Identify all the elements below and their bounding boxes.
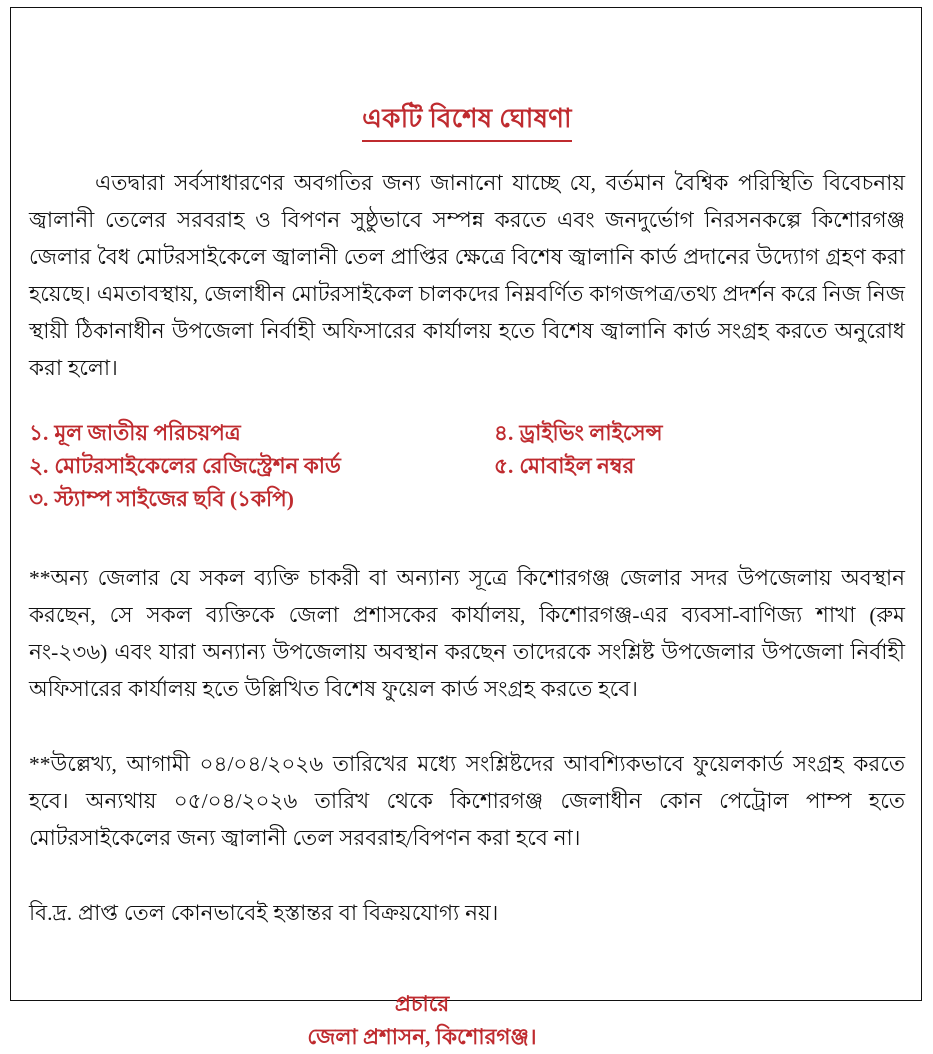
- list-item-label: মূল জাতীয় পরিচয়পত্র: [54, 420, 241, 445]
- list-item-number: ৫.: [494, 453, 514, 478]
- requirements-left-column: [29, 417, 484, 516]
- list-item-label: ড্রাইভিং লাইসেন্স: [519, 420, 663, 445]
- requirements-list: [29, 417, 905, 516]
- deadline-paragraph: **উল্লেখ্য, আগামী ০৪/০৪/২০২৬ তারিখের মধ্যে সংশ্লিষ্টদের আবশ্যিকভাবে ফুয়েলকার্ড সংগ্রহ করতে হবে। অন্যথায় ০৫/০৪/২০২৬ তারিখ থেকে কিশোরগঞ্জ জেলাধীন কোন পেট্রোল পাম্প হতে মোটরসাইকেলের জন্য জ্বালানী তেল সরবরাহ/বিপণন করা হবে না।: [29, 751, 905, 850]
- signature-line-2: জেলা প্রশাসন, কিশোরগঞ্জ।: [307, 1024, 537, 1049]
- requirements-right-column: [484, 417, 874, 483]
- lead-paragraph: এতদ্বারা সর্বসাধারণের অবগতির জন্য জানানো যাচ্ছে যে, বর্তমান বৈশ্বিক পরিস্থিতি বিবেচনায় জ্বালানী তেলের সরবরাহ ও বিপণন সুষ্ঠুভাবে সম্পন্ন করতে এবং জনদুর্ভোগ নিরসনকল্পে কিশোরগঞ্জ জেলার বৈধ মোটরসাইকেলে জ্বালানী তেল প্রাপ্তির ক্ষেত্রে বিশেষ জ্বালানি কার্ড প্রদানের উদ্যোগ গ্রহণ করা হয়েছে। এমতাবস্থায়, জেলাধীন মোটরসাইকেল চালকদের নিম্নবর্ণিত কাগজপত্র/তথ্য প্রদর্শন করে নিজ নিজ স্থায়ী ঠিকানাধীন উপজেলা নির্বাহী অফিসারের কার্যালয় হতে বিশেষ জ্বালানি কার্ড সংগ্রহ করতে অনুরোধ করা হলো।: [29, 170, 905, 380]
- list-item-label: মোটরসাইকেলের রেজিস্ট্রেশন কার্ড: [54, 453, 341, 478]
- list-item-label: মোবাইল নম্বর: [519, 453, 635, 478]
- page-title: একটি বিশেষ ঘোষণা: [362, 103, 572, 142]
- list-item-label: স্ট্যাম্প সাইজের ছবি (১কপি): [54, 486, 294, 511]
- list-item-number: ৩.: [29, 486, 49, 511]
- other-district-paragraph: **অন্য জেলার যে সকল ব্যক্তি চাকরী বা অন্যান্য সূত্রে কিশোরগঞ্জ জেলার সদর উপজেলায় অবস্থান করছেন, সে সকল ব্যক্তিকে জেলা প্রশাসকের কার্যালয়, কিশোরগঞ্জ-এর ব্যবসা-বাণিজ্য শাখা (রুম নং-২৩৬) এবং যারা অন্যান্য উপজেলায় অবস্থান করছেন তাদেরকে সংশ্লিষ্ট উপজেলার উপজেলা নির্বাহী অফিসারের কার্যালয় হতে উল্লিখিত বিশেষ ফুয়েল কার্ড সংগ্রহ করতে হবে।: [29, 565, 905, 701]
- list-item-number: ২.: [29, 453, 49, 478]
- notice-content: [29, 8, 905, 1049]
- signature-block: [29, 988, 905, 1054]
- list-item: [494, 417, 874, 450]
- notice-border-frame: [10, 7, 922, 1049]
- footnote-paragraph: বি.দ্র. প্রাপ্ত তেল কোনভাবেই হস্তান্তর বা বিক্রয়যোগ্য নয়।: [29, 900, 499, 925]
- signature-line-1: প্রচারে: [394, 991, 450, 1016]
- title-container: [29, 103, 905, 142]
- list-item-number: ১.: [29, 420, 49, 445]
- list-item: [29, 417, 484, 450]
- list-item: [29, 450, 484, 483]
- list-item: [29, 483, 484, 516]
- list-item-number: ৪.: [494, 420, 514, 445]
- list-item: [494, 450, 874, 483]
